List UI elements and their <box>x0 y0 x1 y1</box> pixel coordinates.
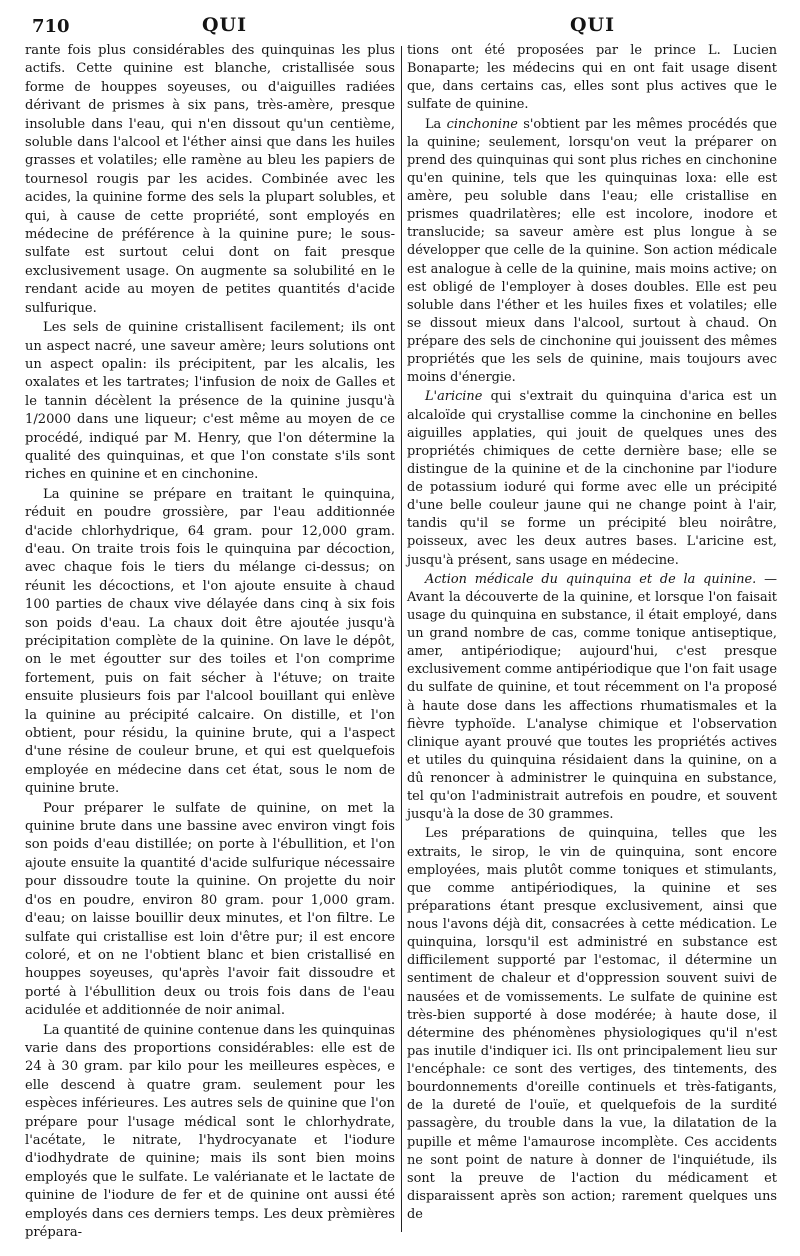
paragraph: Les sels de quinine cristallisent facilement; ils ont un aspect nacré, une saveur amère; leurs solutions ont un aspect opalin: ils précipitent, par les alcalis, les oxalates et les tartrates; l'infusion de noix de Galles et le tannin décèlent la présence de la quinine jusqu'à 1/2000 dans une liqueur; c'est même au moyen de ce procédé, indiqué par M. Henry, que l'on détermine la qualité des quinquinas, et que l'on constate s'ils sont riches en quinine et en cinchonine. <box>25 320 395 483</box>
paragraph: Pour préparer le sulfate de quinine, on met la quinine brute dans une bassine avec environ vingt fois son poids d'eau distillée; on porte à l'ébullition, et l'on ajoute ensuite la quantité d'acide sulfurique nécessaire pour dissoudre toute la quinine. On projette du noir d'os en poudre, environ 80 gram. pour 1,000 gram. d'eau; on laisse bouillir deux minutes, et l'on filtre. Le sulfate qui cristallise est loin d'être pur; il est encore coloré, et on ne l'obtient blanc et bien cristallisé en houppes soyeuses, qu'après l'avoir fait dissoudre et porté à l'ébullition deux ou trois fois dans de l'eau acidulée et additionnée de noir animal. <box>25 800 395 1019</box>
running-head-right: QUI <box>570 14 616 36</box>
right-column <box>407 42 777 1224</box>
term-cinchonine: cinchonine <box>446 116 518 132</box>
paragraph-body: s'obtient par les mêmes procédés que la quinine; seulement, lorsqu'on veut la préparer on prend des quinquinas qui sont plus riches en cinchonine qu'en quinine, tels que les quinquinas loxa: elle est amère, peu soluble dans l'eau; elle cristallise en prismes quadrilatères; elle est incolore, inodore et translucide; sa saveur amère est plus longue à se développer que celle de la quinine. Son action médicale est analogue à celle de la quinine, mais moins active; on est obligé de l'employer à doses doubles. Elle est peu soluble dans l'éther et les huiles fixes et volatiles; elle se dissout mieux dans l'alcool, surtout à chaud. On prépare des sels de cinchonine qui jouissent des mêmes propriétés que les sels de quinine, mais toujours avec moins d'énergie. <box>407 116 777 386</box>
paragraph-body: — Avant la découverte de la quinine, et lorsque l'on faisait usage du quinquina en substance, il était employé, dans un grand nombre de cas, comme tonique antiseptique, amer, antipériodique; aujourd'hui, c'est presque exclusivement comme antipériodique que l'on fait usage du sulfate de quinine, et tout récemment on l'a proposé à haute dose dans les affections rhumatismales et la fièvre typhoïde. L'analyse chimique et l'observation clinique ayant prouvé que toutes les propriétés actives et utiles du quinquina résidaient dans la quinine, on a dû renoncer à administrer le quinquina en substance, tel qu'on l'administrait autrefois en poudre, et souvent jusqu'à la dose de 30 grammes. <box>407 571 777 823</box>
paragraph: tions ont été proposées par le prince L. Lucien Bonaparte; les médecins qui en ont fait usage disent que, dans certains cas, elles sont plus actives que le sulfate de quinine. <box>407 43 777 113</box>
section-heading: Action médicale du quinquina et de la quinine. <box>425 571 757 587</box>
term-aricine: L'aricine <box>425 389 483 405</box>
paragraph: rante fois plus considérables des quinquinas les plus actifs. Cette quinine est blanche, cristallisée sous forme de houppes soyeuses, ou d'aiguilles radiées dérivant de prismes à six pans, très-amère, presque insoluble dans l'eau, qui n'en dissout qu'un centième, soluble dans l'alcool et l'éther ainsi que dans les huiles grasses et volatiles; elle ramène au bleu les papiers de tournesol rougis par les acides. Combinée avec les acides, la quinine forme des sels la plupart solubles, et qui, à cause de cette propriété, sont employés en médecine de préférence à la quinine pure; le sous-sulfate est surtout celui dont on fait presque exclusivement usage. On augmente sa solubilité en le rendant acide au moyen de petites quantités d'acide sulfurique. <box>25 43 395 316</box>
page-header <box>0 0 800 40</box>
left-column <box>25 42 395 1242</box>
page-number: 710 <box>32 16 70 37</box>
paragraph <box>407 116 777 388</box>
paragraph-body: qui s'extrait du quinquina d'arica est un alcaloïde qui crystallise comme la cinchonine en belles aiguilles applaties, qui jouit de quelques unes des propriétés chimiques de cette dernière base; elle se distingue de la quinine et de la cinchonine par l'iodure de potassium ioduré qui forme avec elle un précipité d'une belle couleur jaune qui ne change point à l'air, tandis qu'il se forme un précipité bleu noirâtre, poisseux, avec les deux autres bases. L'aricine est, jusqu'à présent, sans usage en médecine. <box>407 389 777 568</box>
paragraph: La quantité de quinine contenue dans les quinquinas varie dans des proportions considérables: elle est de 24 à 30 gram. par kilo pour les meilleures espèces, e elle descend à quatre gram. seulement pour les espèces inférieures. Les autres sels de quinine que l'on prépare pour l'usage médical sont le chlorhydrate, l'acétate, le nitrate, l'hydrocyanate et l'iodure d'iodhydrate de quinine; mais ils sont bien moins employés que le sulfate. Le valérianate et le lactate de quinine de l'iodure de fer et de quinine ont aussi été employés dans ces derniers temps. Les deux prèmières prépara- <box>25 1022 395 1240</box>
paragraph <box>407 571 777 825</box>
paragraph <box>407 388 777 569</box>
paragraph: Les préparations de quinquina, telles que les extraits, le sirop, le vin de quinquina, sont encore employées, mais plutôt comme toniques et stimulants, que comme antipériodiques, la quinine et ses préparations étant presque exclusivement, ainsi que nous l'avons déjà dit, consacrées à cette médication. Le quinquina, lorsqu'il est administré en substance est difficilement supporté par l'estomac, il détermine un sentiment de chaleur et d'oppression souvent suivi de nausées et de vomissements. Le sulfate de quinine est très-bien supporté à dose modérée; à haute dose, il détermine des phénomènes physiologiques qu'il n'est pas inutile d'indiquer ici. Ils ont principalement lieu sur l'encéphale: ce sont des vertiges, des tintements, des bourdonnements d'oreille continuels et très-fatigants, de la dureté de l'ouïe, et quelquefois de la surdité passagère, du trouble dans la vue, la dilatation de la pupille et même l'amaurose incomplète. Ces accidents ne sont point de nature à donner de l'inquiétude, ils sont la preuve de l'action du médicament et disparaissent après son action; rarement quelques uns de <box>407 826 777 1222</box>
paragraph-lead: La <box>425 116 447 132</box>
column-divider <box>401 46 402 1232</box>
running-head-left: QUI <box>202 14 248 36</box>
paragraph: La quinine se prépare en traitant le quinquina, réduit en poudre grossière, par l'eau additionnée d'acide chlorhydrique, 64 gram. pour 12,000 gram. d'eau. On traite trois fois le quinquina par décoction, avec chaque fois le tiers du mélange ci-dessus; on réunit les décoctions, et l'on ajoute ensuite à chaud 100 parties de chaux vive délayée dans cinq à six fois son poids d'eau. La chaux doit être ajoutée jusqu'à précipitation complète de la quinine. On lave le dépôt, on le met égoutter sur des toiles et l'on comprime fortement, puis on fait sécher à l'étuve; on traite ensuite plusieurs fois par l'alcool bouillant qui enlève la quinine au précipité calcaire. On distille, et l'on obtient, pour résidu, la quinine brute, qui a l'aspect d'une résine de couleur brune, et qui est quelquefois employée en médecine dans cet état, sous le nom de quinine brute. <box>25 486 395 797</box>
